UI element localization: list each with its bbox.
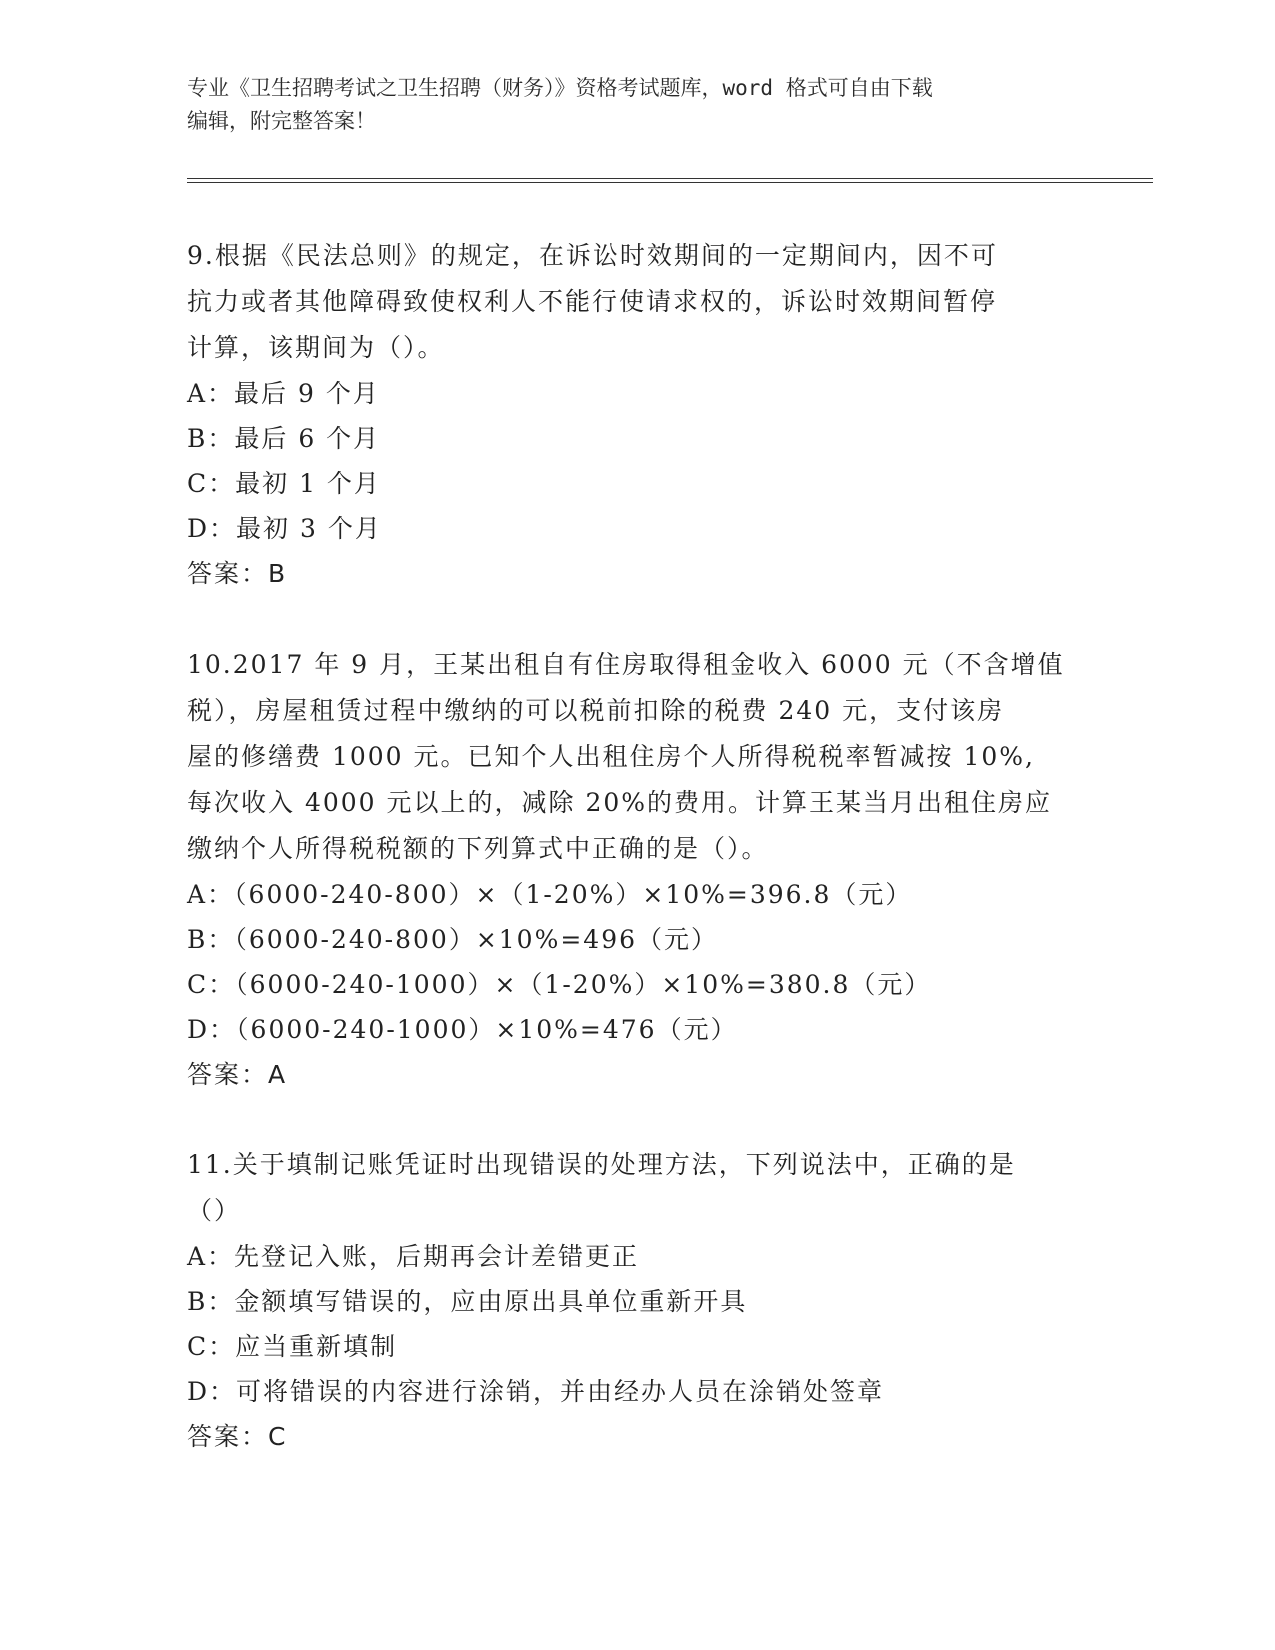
question-stem <box>187 1142 1087 1234</box>
stem-line: 屋的修缮费 1000 元。已知个人出租住房个人所得税税率暂减按 10%, <box>187 742 1035 771</box>
answer: 答案：C <box>187 1422 288 1451</box>
stem-line: （） <box>187 1196 242 1225</box>
option-b: B：金额填写错误的，应由原出具单位重新开具 <box>187 1287 748 1316</box>
option-a: A：（6000-240-800）×（1-20%）×10%=396.8（元） <box>187 880 913 909</box>
option-d: D：最初 3 个月 <box>187 514 382 543</box>
stem-line: 缴纳个人所得税税额的下列算式中正确的是（）。 <box>187 834 769 863</box>
option-d: D：（6000-240-1000）×10%=476（元） <box>187 1015 738 1044</box>
document-header <box>187 72 1087 138</box>
question-10 <box>187 642 1087 1098</box>
answer: 答案：B <box>187 559 288 588</box>
stem-line: 计算，该期间为（）。 <box>187 333 445 362</box>
option-d: D：可将错误的内容进行涂销，并由经办人员在涂销处签章 <box>187 1377 885 1406</box>
option-a: A：先登记入账，后期再会计差错更正 <box>187 1242 640 1271</box>
option-c: C：（6000-240-1000）×（1-20%）×10%=380.8（元） <box>187 970 932 999</box>
option-a: A：最后 9 个月 <box>187 379 380 408</box>
option-b: B：（6000-240-800）×10%=496（元） <box>187 925 719 954</box>
stem-line: 9.根据《民法总则》的规定，在诉讼时效期间的一定期间内，因不可 <box>187 241 998 270</box>
stem-line: 11.关于填制记账凭证时出现错误的处理方法，下列说法中，正确的是 <box>187 1150 1016 1179</box>
question-stem <box>187 233 1087 371</box>
answer: 答案：A <box>187 1060 288 1089</box>
option-b: B：最后 6 个月 <box>187 424 381 453</box>
stem-line: 每次收入 4000 元以上的，减除 20%的费用。计算王某当月出租住房应 <box>187 788 1053 817</box>
option-c: C：最初 1 个月 <box>187 469 381 498</box>
option-c: C：应当重新填制 <box>187 1332 398 1361</box>
question-11 <box>187 1142 1087 1460</box>
header-line-1: 专业《卫生招聘考试之卫生招聘（财务）》资格考试题库，word 格式可自由下载 <box>187 76 933 100</box>
question-stem <box>187 642 1087 872</box>
stem-line: 抗力或者其他障碍致使权利人不能行使请求权的，诉讼时效期间暂停 <box>187 287 998 316</box>
stem-line: 10.2017 年 9 月，王某出租自有住房取得租金收入 6000 元（不含增值 <box>187 650 1065 679</box>
question-9 <box>187 233 1087 597</box>
header-line-2: 编辑，附完整答案！ <box>187 109 376 133</box>
header-divider <box>187 178 1153 183</box>
stem-line: 税），房屋租赁过程中缴纳的可以税前扣除的税费 240 元，支付该房 <box>187 696 1005 725</box>
